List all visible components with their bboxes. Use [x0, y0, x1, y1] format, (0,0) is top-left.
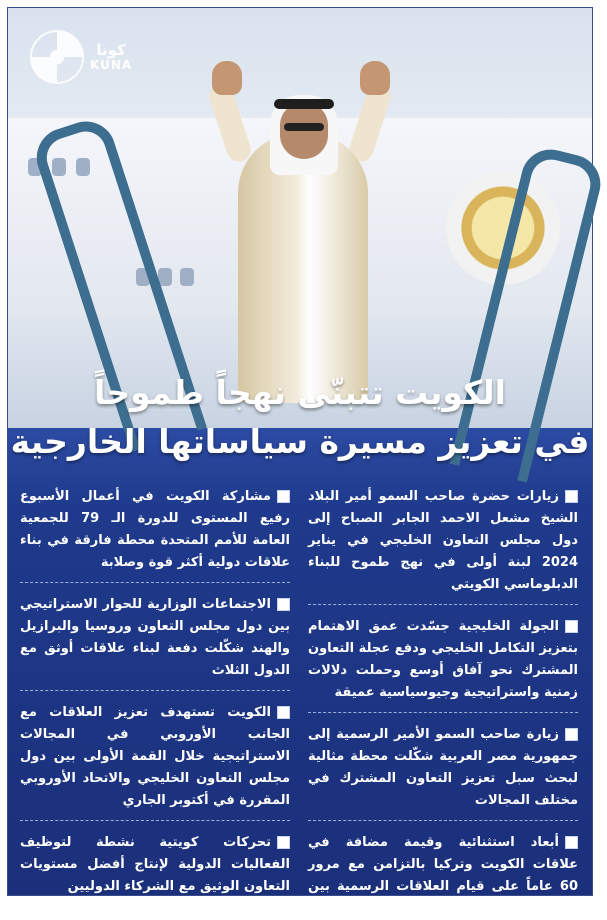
square-bullet-icon [565, 490, 578, 503]
list-item [308, 616, 578, 704]
brand-name-ar: كونا [96, 41, 126, 60]
face [280, 103, 328, 159]
kuna-logo-icon [30, 30, 84, 84]
dashed-divider [20, 582, 290, 584]
item-text: تحركات كويتية نشطة لتوظيف الفعاليات الدولية لإنتاج أفضل مستويات التعاون الوثيق مع الشركاء الدوليين [20, 835, 290, 894]
left-column [20, 486, 290, 898]
dashed-divider [308, 604, 578, 606]
list-item [308, 724, 578, 812]
square-bullet-icon [277, 836, 290, 849]
left-hand [212, 61, 242, 95]
agal-band [274, 99, 334, 109]
right-column [308, 486, 578, 920]
dashed-divider [308, 820, 578, 822]
list-item [308, 832, 578, 920]
list-item [20, 594, 290, 682]
kuna-logo [30, 30, 132, 84]
square-bullet-icon [277, 598, 290, 611]
item-text: الجولة الخليجية جسّدت عمق الاهتمام بتعزيز التكامل الخليجي ودفع عجلة التعاون المشترك نحو آفاق أوسع وحملت دلالات زمنية واستراتيجية وجيوسياسية عميقة [308, 619, 578, 700]
list-item [20, 702, 290, 812]
item-text: أبعاد استثنائية وقيمة مضافة في علاقات الكويت وتركيا بالتزامن مع مرور 60 عاماً على قيام العلاقات الرسمية بين البلدين [308, 835, 578, 916]
brand-name-en: KUNA [90, 57, 133, 72]
square-bullet-icon [277, 490, 290, 503]
list-item [20, 486, 290, 574]
infographic-frame [7, 7, 593, 916]
dashed-divider [308, 712, 578, 714]
right-hand [360, 61, 390, 95]
square-bullet-icon [565, 728, 578, 741]
square-bullet-icon [565, 836, 578, 849]
square-bullet-icon [277, 706, 290, 719]
item-text: الكويت تستهدف تعزيز العلاقات مع الجانب الأوروبي في المجالات الاستراتيجية خلال القمة الأولى بين دول مجلس التعاون الخليجي والاتحاد الأوروبي المقررة في أكتوبر الجاري [20, 705, 290, 808]
list-item [20, 832, 290, 898]
headline-line-2: في تعزيز مسيرة سياساتها الخارجية [10, 422, 590, 461]
item-text: مشاركة الكويت في أعمال الأسبوع رفيع المستوى للدورة الـ 79 للجمعية العامة للأمم المتحدة محطة فارقة في بناء علاقات دولية أكثر قوة وصلابة [20, 489, 291, 570]
item-text: زيارات حضرة صاحب السمو أمير البلاد الشيخ مشعل الاحمد الجابر الصباح إلى دول مجلس التعاون الخليجي في يناير 2024 لبنة أولى في نهج طموح للبناء الدبلوماسي الكويتي [308, 489, 578, 592]
kuna-logo-text [90, 42, 132, 72]
item-text: الاجتماعات الوزارية للحوار الاستراتيجي بين دول مجلس التعاون وروسيا والبرازيل والهند شكّلت دفعة لبناء علاقات أوثق مع الدول الثلاث [20, 597, 290, 678]
item-text: زيارة صاحب السمو الأمير الرسمية إلى جمهورية مصر العربية شكّلت محطة مثالية لبحث سبل تعزيز التعاون المشترك في مختلف المجالات [308, 727, 578, 808]
waving-figure [218, 63, 388, 403]
dashed-divider [20, 690, 290, 692]
square-bullet-icon [565, 620, 578, 633]
sunglasses [284, 123, 324, 131]
dashed-divider [20, 820, 290, 822]
headline-line-1: الكويت تتبنّى نهجاً طموحاً [94, 373, 506, 412]
list-item [308, 486, 578, 596]
plane-window [180, 268, 194, 286]
